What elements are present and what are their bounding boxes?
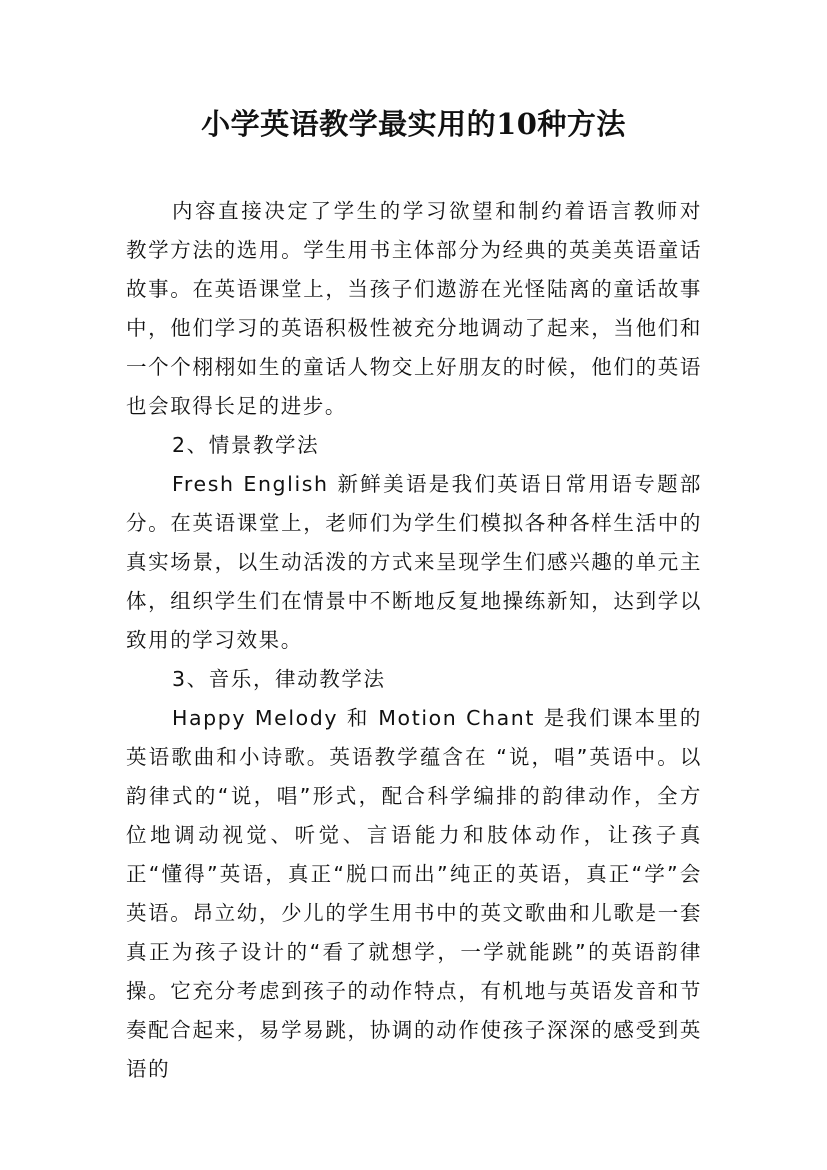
document-title: 小学英语教学最实用的10种方法 xyxy=(201,107,626,141)
paragraph-fresh-english: Fresh English 新鲜美语是我们英语日常用语专题部分。在英语课堂上，老师们为学生们模拟各种各样生活中的真实场景，以生动活泼的方式来呈现学生们感兴趣的单元主体，组织学生们在情景中不断地反复地操练新知，达到学以致用的学习效果。 xyxy=(126,472,702,652)
paragraph-content-decides: 内容直接决定了学生的学习欲望和制约着语言教师对教学方法的选用。学生用书主体部分为经典的英美英语童话故事。在英语课堂上，当孩子们遨游在光怪陆离的童话故事中，他们学习的英语积极性被充分地调动了起来，当他们和一个个栩栩如生的童话人物交上好朋友的时候，他们的英语也会取得长足的进步。 xyxy=(126,199,702,418)
document-body xyxy=(126,192,702,1089)
section-heading-situational-teaching: 2、情景教学法 xyxy=(172,433,320,457)
section-heading-music-rhythm-teaching: 3、音乐，律动教学法 xyxy=(172,667,386,691)
paragraph-happy-melody: Happy Melody 和 Motion Chant 是我们课本里的英语歌曲和小诗歌。英语教学蕴含在 “说，唱”英语中。以韵律式的“说，唱”形式，配合科学编排的韵律动作，全方位地调动视觉、听觉、言语能力和肢体动作，让孩子真正“懂得”英语，真正“脱口而出”纯正的英语，真正“学”会英语。昂立幼，少儿的学生用书中的英文歌曲和儿歌是一套真正为孩子设计的“看了就想学，一学就能跳”的英语韵律操。它充分考虑到孩子的动作特点，有机地与英语发音和节奏配合起来，易学易跳，协调的动作使孩子深深的感受到英语的 xyxy=(126,706,702,1081)
